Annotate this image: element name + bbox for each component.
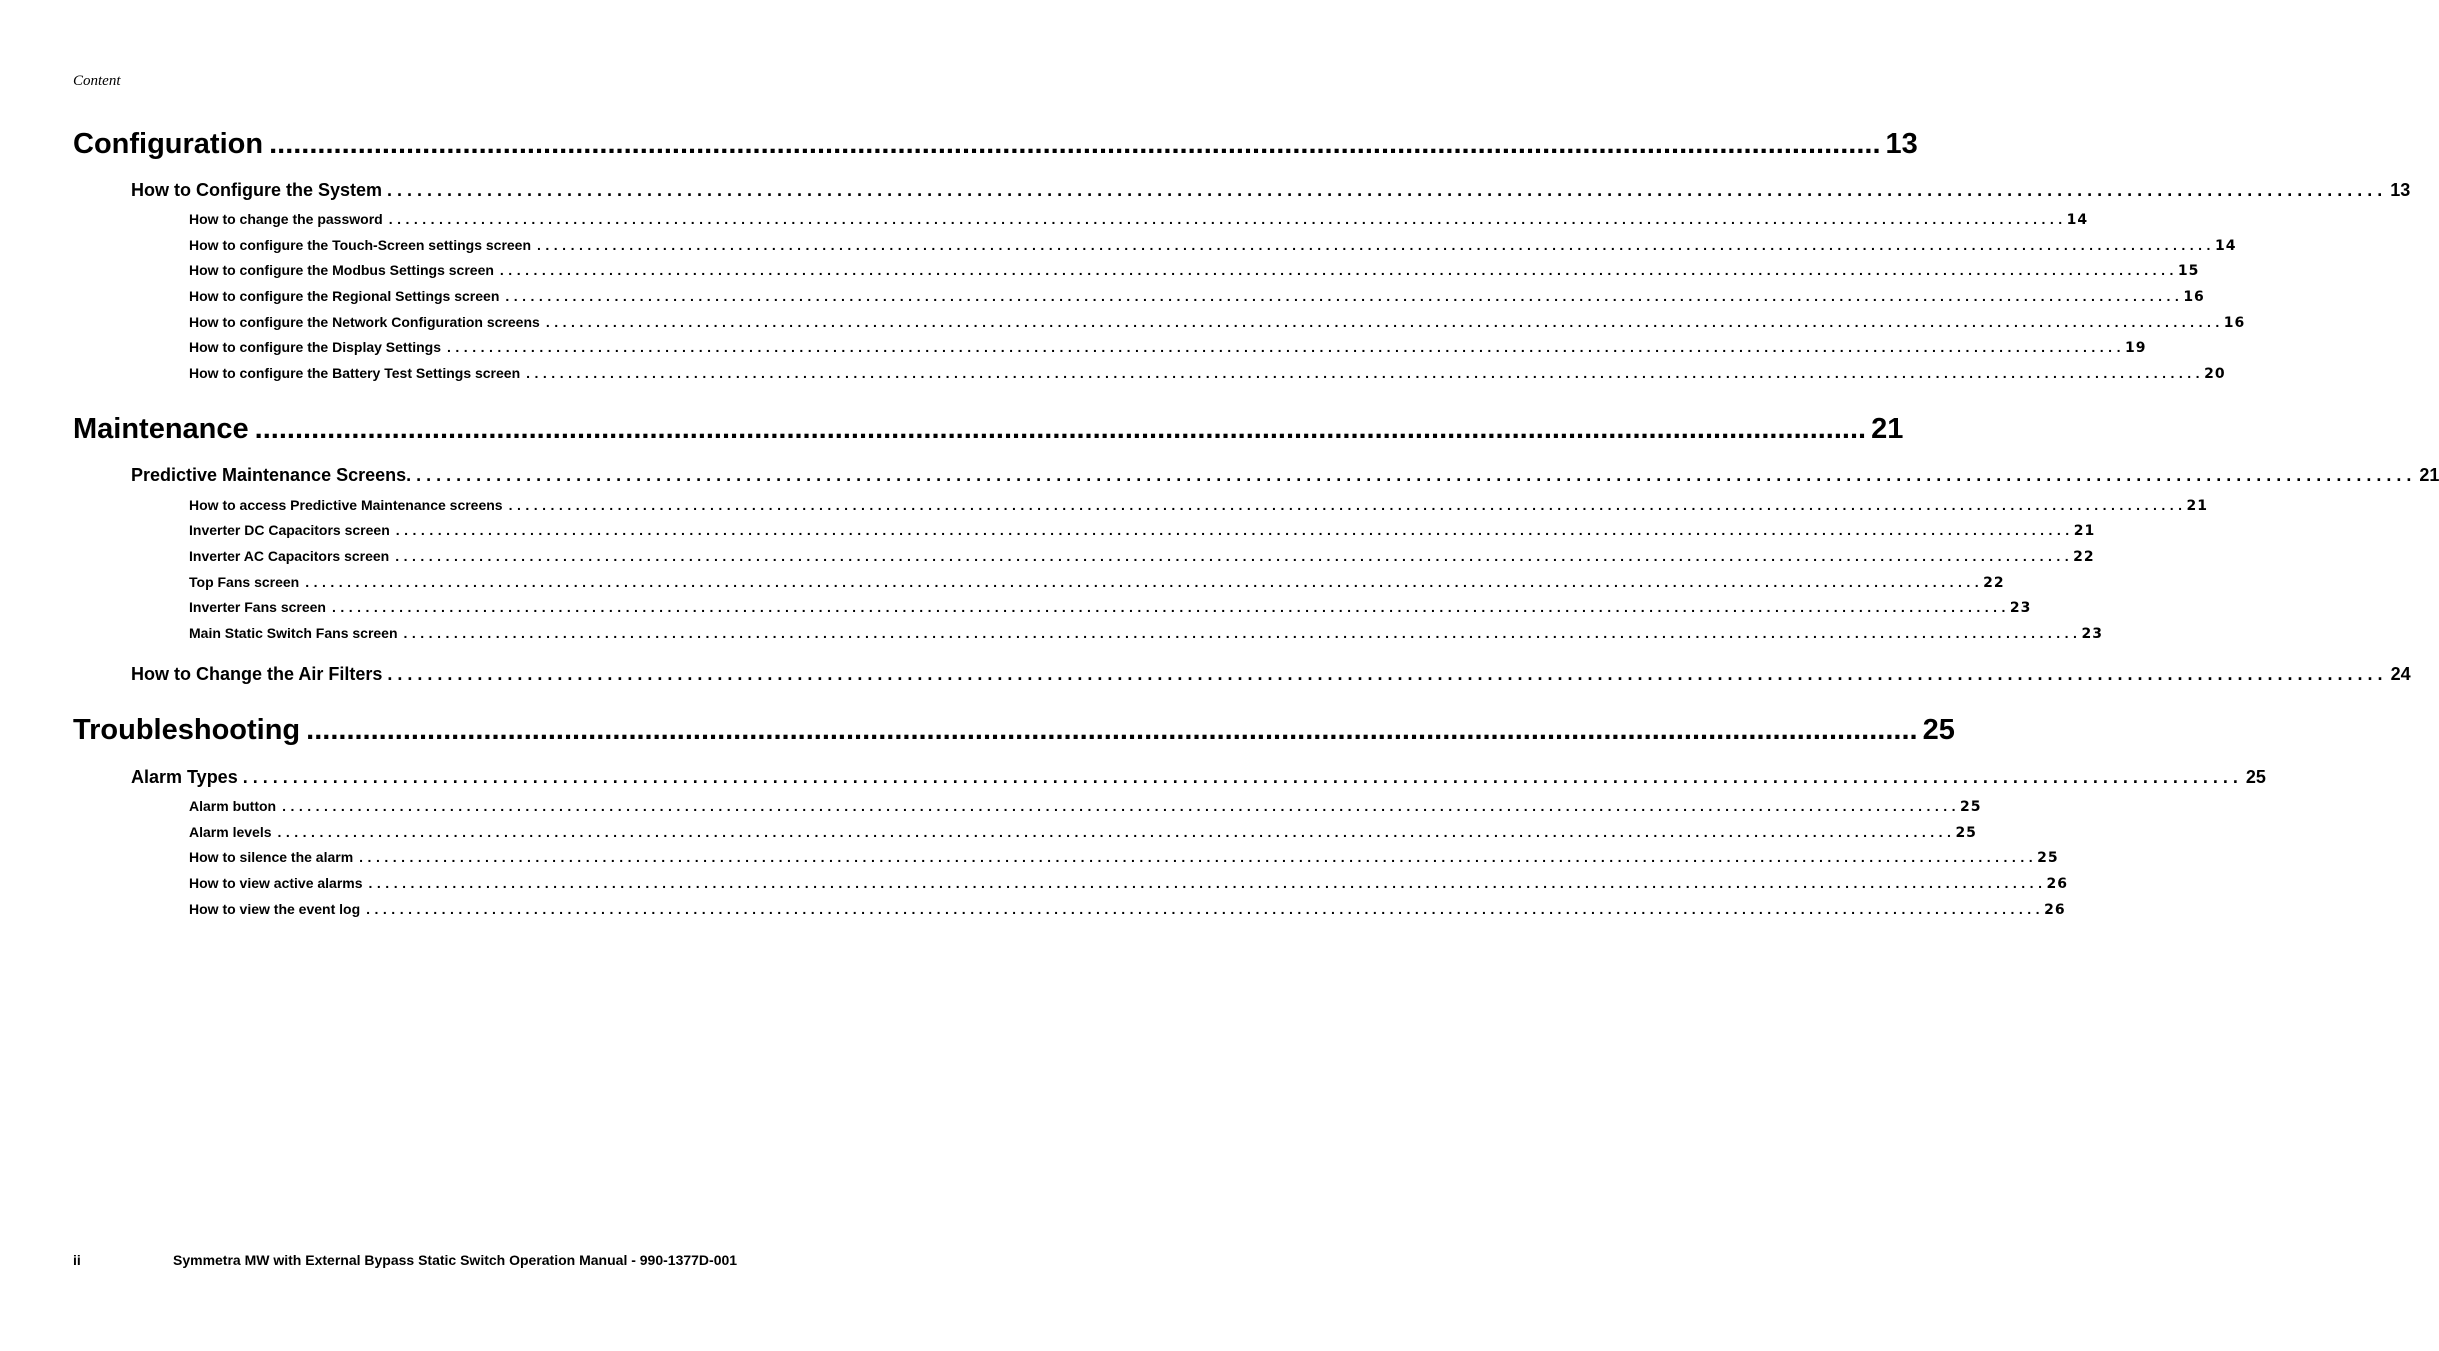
toc-entry[interactable]: [189, 337, 2147, 357]
toc-page-number: 21: [2419, 465, 2439, 485]
toc-section-title: How to Configure the System: [131, 180, 383, 200]
toc-entry[interactable]: [189, 572, 2005, 592]
toc-section-title: Predictive Maintenance Screens.: [131, 465, 412, 485]
toc-entry[interactable]: [189, 796, 1982, 816]
toc-entry[interactable]: [189, 597, 2032, 617]
toc-leader: ........................................................................................................................................................................................................: [499, 262, 2178, 278]
toc-page-number: 21: [2073, 523, 2096, 539]
toc-leader: ........................................................................................................................................................................................................: [269, 128, 1881, 160]
toc-leader: ........................................................................................................................................................................................................: [331, 599, 2010, 615]
toc-page-number: 23: [2009, 600, 2032, 616]
toc-leader: ........................................................................................................................................................................................................: [416, 465, 2417, 485]
toc-page-number: 15: [2177, 263, 2200, 279]
toc-leader: ........................................................................................................................................................................................................: [242, 767, 2243, 787]
toc-page-number: 24: [2390, 664, 2411, 684]
toc-entry[interactable]: [189, 209, 2089, 229]
toc-entry-title: How to view the event log: [189, 901, 361, 917]
page-footer: [73, 1252, 873, 1272]
toc-page-number: 21: [2186, 498, 2209, 514]
toc-page-number: 25: [2245, 767, 2266, 787]
toc-chapter-troubleshooting[interactable]: [73, 712, 1955, 748]
toc-leader: ........................................................................................................................................................................................................: [508, 497, 2187, 513]
toc-entry-title: Top Fans screen: [189, 574, 300, 590]
toc-entry[interactable]: [189, 495, 2209, 515]
toc-entry-title: How to configure the Touch-Screen settings screen: [189, 237, 532, 253]
toc-chapter-title: Configuration: [73, 128, 264, 160]
toc-section-alarm-types[interactable]: [131, 765, 2266, 789]
toc-entry-title: How to access Predictive Maintenance screens: [189, 497, 503, 513]
toc-leader: ........................................................................................................................................................................................................: [403, 625, 2082, 641]
toc-entry-title: Main Static Switch Fans screen: [189, 625, 398, 641]
toc-page-number: 26: [2046, 876, 2068, 892]
toc-leader: ........................................................................................................................................................................................................: [545, 314, 2224, 330]
toc-leader: ........................................................................................................................................................................................................: [395, 548, 2074, 564]
toc-page-number: 13: [1885, 128, 1918, 160]
toc-page-number: 23: [2081, 626, 2103, 642]
toc-chapter-title: Troubleshooting: [73, 714, 301, 746]
toc-entry-title: Inverter Fans screen: [189, 599, 326, 615]
toc-page-number: 14: [2214, 238, 2237, 254]
toc-page-number: 14: [2066, 212, 2089, 228]
toc-page-number: 25: [1922, 714, 1955, 746]
toc-leader: ........................................................................................................................................................................................................: [388, 211, 2067, 227]
toc-entry[interactable]: [189, 822, 1977, 842]
toc-entry[interactable]: [189, 286, 2205, 306]
toc-leader: ........................................................................................................................................................................................................: [359, 849, 2038, 865]
toc-entry-title: How to configure the Display Settings: [189, 339, 442, 355]
toc-section-air-filters[interactable]: [131, 662, 2411, 686]
toc-entry[interactable]: [189, 520, 2096, 540]
toc-section-title: How to Change the Air Filters: [131, 664, 383, 684]
toc-entry[interactable]: [189, 873, 2068, 893]
toc-leader: ........................................................................................................................................................................................................: [505, 288, 2184, 304]
toc-entry[interactable]: [189, 899, 2066, 919]
toc-page-number: 25: [1960, 799, 1982, 815]
toc-entry-title: How to change the password: [189, 211, 383, 227]
toc-page-number: 26: [2044, 902, 2066, 918]
toc-entry[interactable]: [189, 312, 2246, 332]
toc-leader: ........................................................................................................................................................................................................: [447, 339, 2125, 355]
toc-leader: ........................................................................................................................................................................................................: [306, 714, 1918, 746]
toc-page-number: 20: [2204, 366, 2226, 382]
footer-document-title: Symmetra MW with External Bypass Static Switch Operation Manual - 990-1377D-001: [173, 1252, 738, 1268]
toc-section-title: Alarm Types: [131, 767, 238, 787]
toc-entry-title: How to configure the Modbus Settings screen: [189, 262, 494, 278]
toc-chapter-configuration[interactable]: [73, 126, 1918, 162]
toc-section-predictive-maintenance[interactable]: [131, 463, 2439, 487]
toc-section-configure-system[interactable]: [131, 178, 2411, 202]
toc-page-number: 19: [2124, 340, 2147, 356]
toc-entry[interactable]: [189, 235, 2237, 255]
toc-page-number: 22: [2073, 549, 2095, 565]
toc-page-number: 16: [2183, 289, 2205, 305]
toc-leader: ........................................................................................................................................................................................................: [277, 824, 1956, 840]
toc-leader: ........................................................................................................................................................................................................: [537, 237, 2215, 253]
toc-leader: ........................................................................................................................................................................................................: [395, 522, 2074, 538]
footer-page-number: ii: [73, 1252, 81, 1268]
toc-leader: ........................................................................................................................................................................................................: [387, 664, 2388, 684]
toc-entry-title: Inverter DC Capacitors screen: [189, 522, 390, 538]
toc-chapter-maintenance[interactable]: [73, 411, 1904, 447]
toc-leader: ........................................................................................................................................................................................................: [305, 574, 1984, 590]
toc-leader: ........................................................................................................................................................................................................: [368, 875, 2047, 891]
toc-page-number: 21: [1871, 413, 1904, 445]
toc-entry[interactable]: [189, 847, 2059, 867]
toc-entry-title: Alarm levels: [189, 824, 272, 840]
toc-entry-title: Alarm button: [189, 798, 277, 814]
toc-leader: ........................................................................................................................................................................................................: [387, 180, 2388, 200]
toc-entry-title: How to view active alarms: [189, 875, 363, 891]
toc-page-number: 22: [1983, 575, 2005, 591]
toc-entry-title: Inverter AC Capacitors screen: [189, 548, 390, 564]
toc-entry-title: How to configure the Battery Test Settings screen: [189, 365, 521, 381]
running-header: Content: [73, 73, 121, 89]
toc-entry[interactable]: [189, 363, 2226, 383]
toc-leader: ........................................................................................................................................................................................................: [526, 365, 2205, 381]
toc-entry-title: How to silence the alarm: [189, 849, 354, 865]
toc-page-number: 25: [1955, 825, 1977, 841]
toc-chapter-title: Maintenance: [73, 413, 249, 445]
toc-page-number: 13: [2390, 180, 2411, 200]
toc-leader: ........................................................................................................................................................................................................: [366, 901, 2045, 917]
toc-entry[interactable]: [189, 260, 2200, 280]
toc-entry-title: How to configure the Network Configuration screens: [189, 314, 540, 330]
toc-entry-title: How to configure the Regional Settings screen: [189, 288, 500, 304]
toc-page-number: 16: [2223, 315, 2246, 331]
toc-leader: ........................................................................................................................................................................................................: [254, 413, 1867, 445]
toc-page-number: 25: [2037, 850, 2059, 866]
toc-entry[interactable]: [189, 623, 2103, 643]
toc-leader: ........................................................................................................................................................................................................: [282, 798, 1961, 814]
toc-entry[interactable]: [189, 546, 2095, 566]
